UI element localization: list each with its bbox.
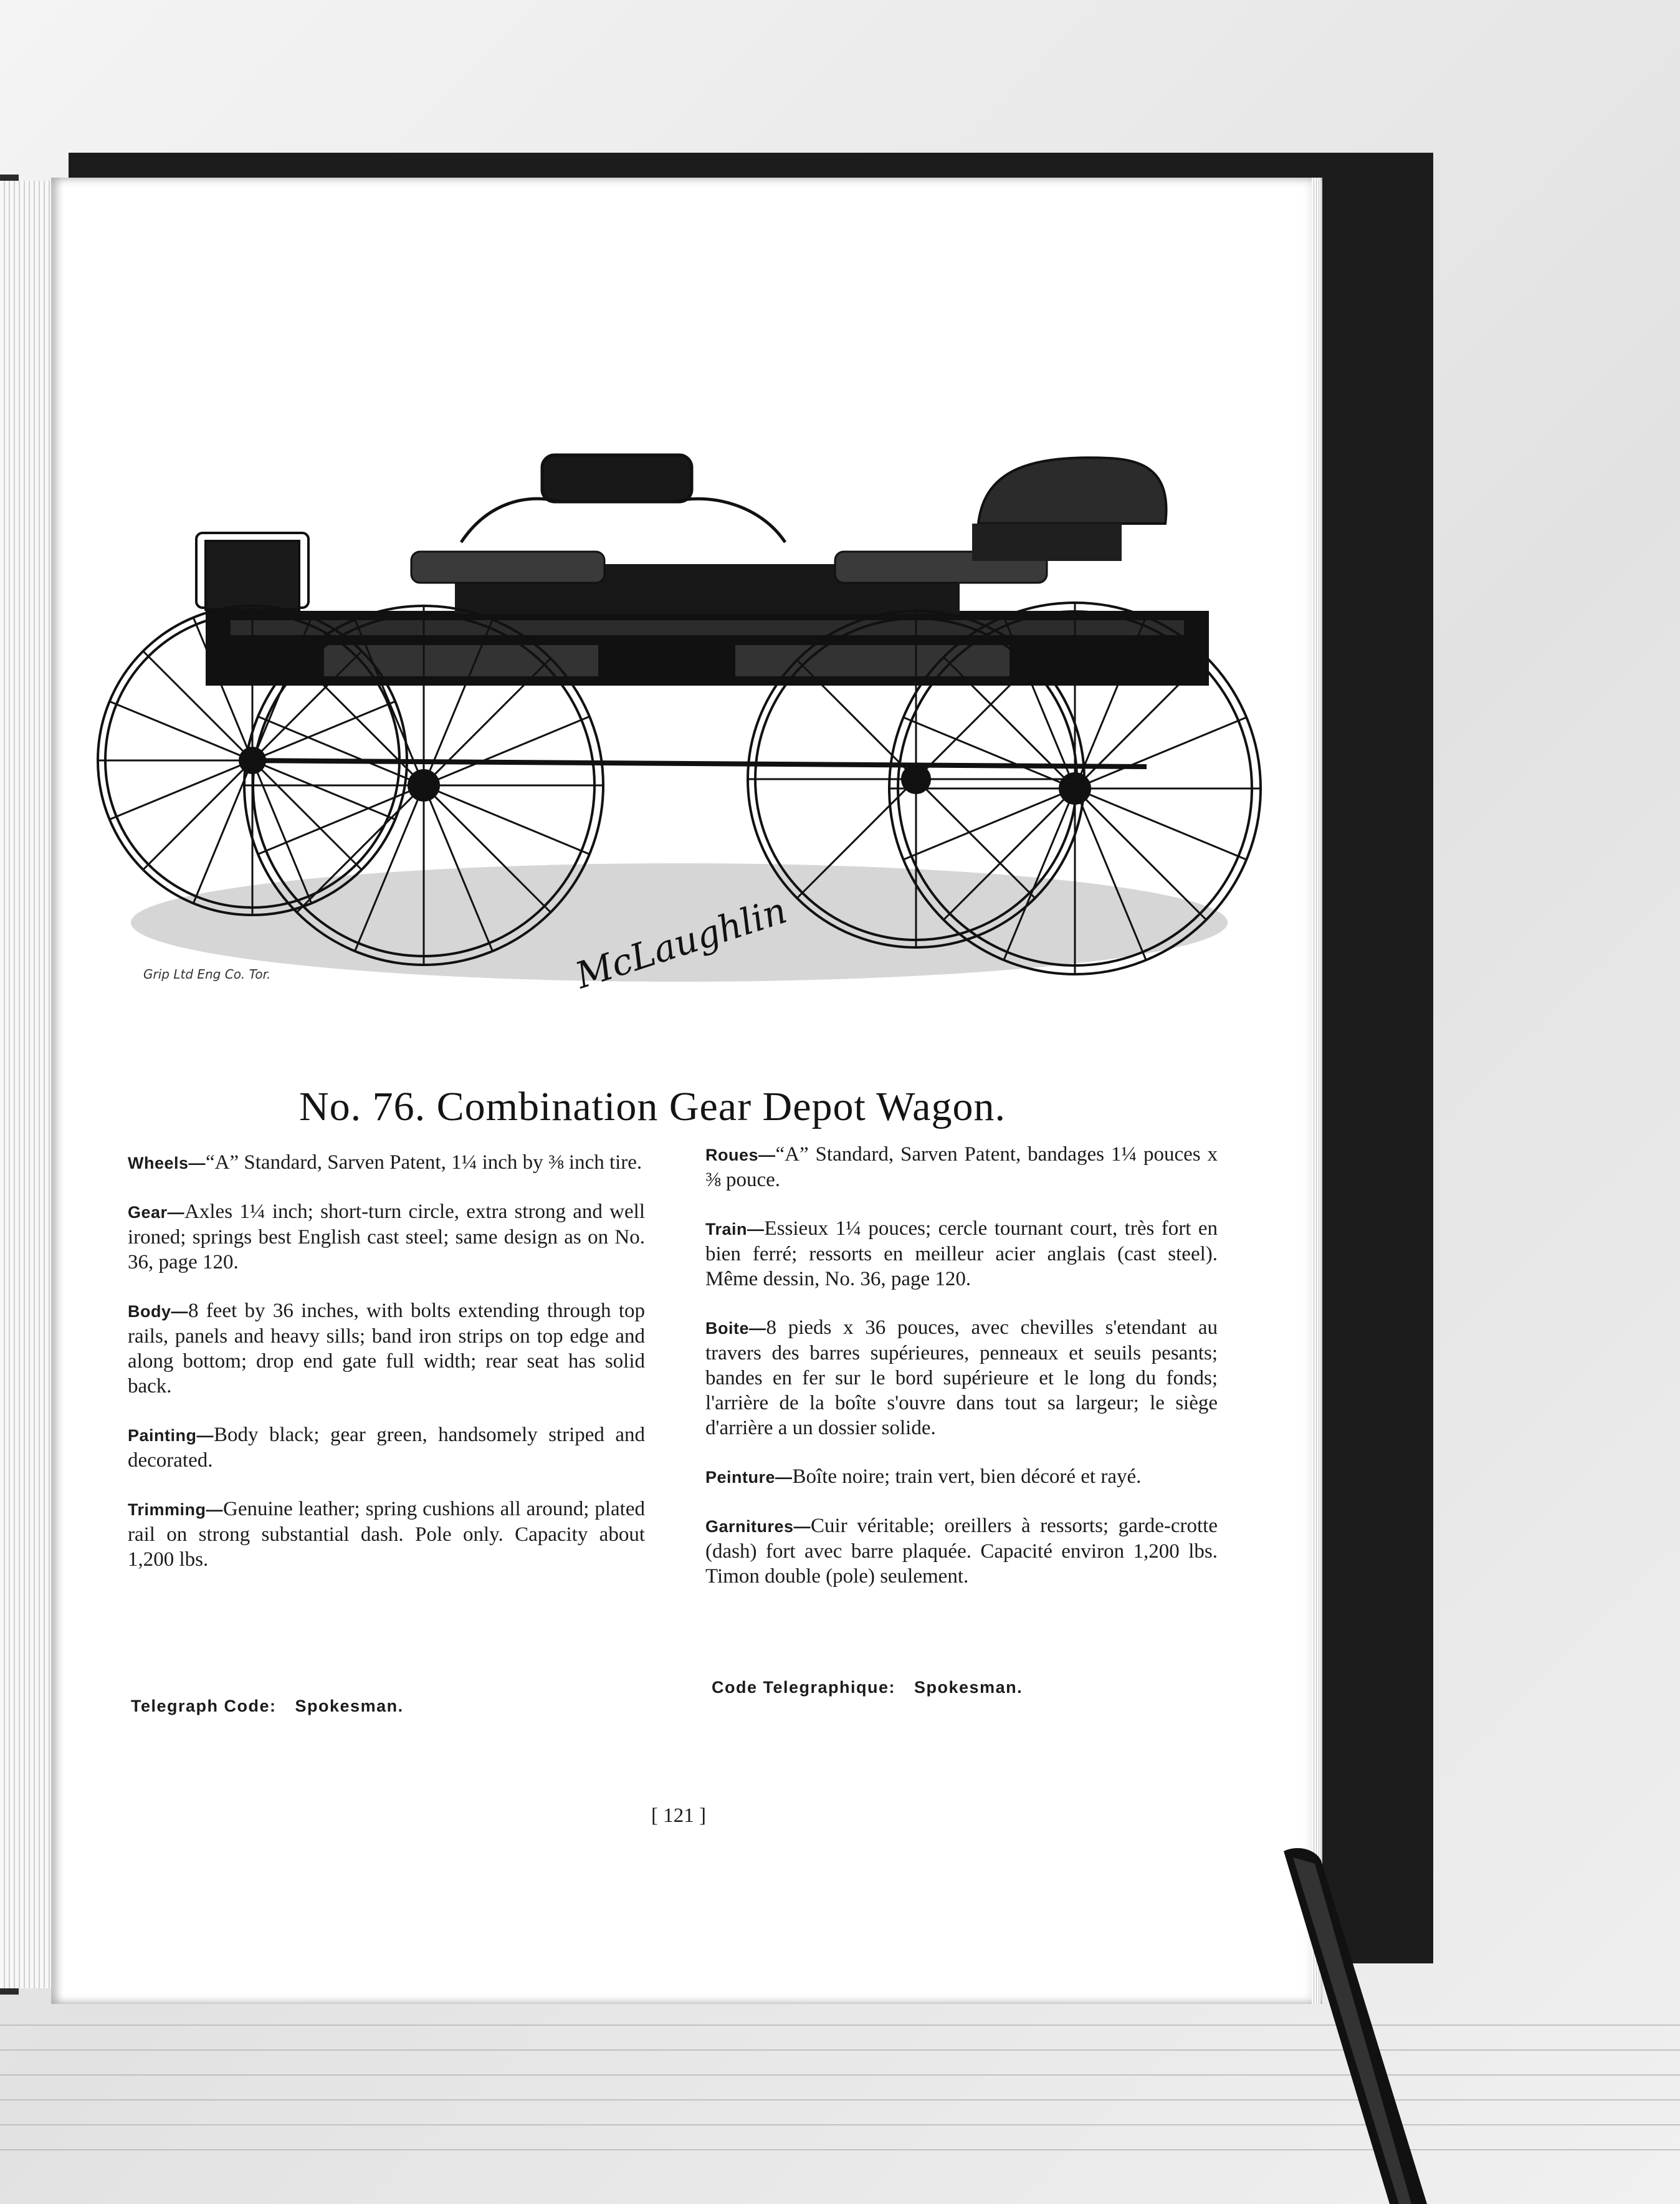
middle-seat (461, 455, 785, 542)
code-telegraphique-value: Spokesman. (914, 1678, 1023, 1697)
spec-term: Body— (128, 1302, 188, 1321)
spec-text: Axles 1¼ inch; short-turn circle, extra strong and well ironed; springs best English cast steel; same design as on No. 36, page 120. (128, 1200, 645, 1273)
spec-entry-garnitures (705, 1513, 1218, 1589)
spec-entry-wheels (128, 1150, 645, 1176)
english-specifications (128, 1150, 645, 1596)
page-fore-edge (1312, 178, 1320, 2004)
spec-entry-peinture (705, 1464, 1218, 1490)
rear-wheel (98, 606, 407, 915)
spec-term: Boite— (705, 1319, 766, 1338)
spec-text: “A” Standard, Sarven Patent, 1¼ inch by ⅜ inch tire. (206, 1151, 642, 1174)
left-page-edge (0, 181, 51, 1988)
spec-text: Body black; gear green, handsomely striped and decorated. (128, 1424, 645, 1472)
telegraph-code (131, 1697, 404, 1716)
spec-term: Painting— (128, 1426, 214, 1445)
spec-text: Cuir véritable; oreillers à ressorts; garde-crotte (dash) fort avec barre plaquée. Capacité environ 1,200 lbs. Timon double (pole) seulement. (705, 1515, 1218, 1588)
page-number: [ 121 ] (651, 1804, 706, 1827)
pen-holder (1271, 1845, 1458, 2204)
spec-text: 8 feet by 36 inches, with bolts extending through top rails, panels and heavy sills; band iron strips on top edge and along bottom; drop end gate full width; rear seat has solid back. (128, 1300, 645, 1397)
spec-entry-painting (128, 1422, 645, 1473)
spec-entry-train (705, 1216, 1218, 1291)
telegraph-code-value: Spokesman. (295, 1697, 404, 1715)
telegraph-code-label: Telegraph Code: (131, 1697, 277, 1715)
french-specifications (705, 1142, 1218, 1612)
page-title: No. 76. Combination Gear Depot Wagon. (299, 1084, 1006, 1129)
front-wheel (889, 603, 1261, 974)
spec-term: Peinture— (705, 1468, 793, 1487)
spec-term: Garnitures— (705, 1517, 811, 1536)
spec-entry-boite (705, 1315, 1218, 1440)
middle-wheel (748, 611, 1084, 947)
spec-entry-trimming (128, 1497, 645, 1572)
rear-dash (196, 533, 308, 610)
spec-entry-body (128, 1298, 645, 1399)
spec-term: Roues— (705, 1146, 776, 1164)
spec-term: Wheels— (128, 1154, 206, 1172)
code-telegraphique-label: Code Telegraphique: (712, 1678, 896, 1697)
spec-term: Trimming— (128, 1500, 224, 1519)
spec-term: Gear— (128, 1203, 185, 1222)
spec-term: Train— (705, 1220, 765, 1239)
spec-text: 8 pieds x 36 pouces, avec chevilles s'etendant au travers des barres supérieures, penneaux et seuils pesants; bandes en fer sur le bord supérieure et le long du fonds; l'arrière de la boîte s'ouvre dans tout sa largeur; le siège d'arrière a un dossier solide. (705, 1316, 1218, 1439)
spec-text: “A” Standard, Sarven Patent, bandages 1¼ pouces x ⅜ pouce. (705, 1143, 1218, 1191)
left-wheel (244, 606, 603, 965)
front-seat (972, 458, 1167, 561)
depot-wagon-illustration (87, 430, 1284, 1016)
spec-entry-roues (705, 1142, 1218, 1192)
spec-text: Essieux 1¼ pouces; cercle tournant court, très fort en bien ferré; ressorts en meilleur acier anglais (cast steel). Même dessin, No. 36, page 120. (705, 1217, 1218, 1290)
spec-entry-gear (128, 1199, 645, 1275)
engraver-credit: Grip Ltd Eng Co. Tor. (143, 967, 271, 982)
spec-text: Boîte noire; train vert, bien décoré et rayé. (792, 1465, 1142, 1488)
maker-signature: McLaughlin (570, 889, 792, 997)
spec-text: Genuine leather; spring cushions all around; plated rail on strong substantial dash. Pole only. Capacity about 1,200 lbs. (128, 1498, 645, 1571)
code-telegraphique (712, 1678, 1023, 1697)
